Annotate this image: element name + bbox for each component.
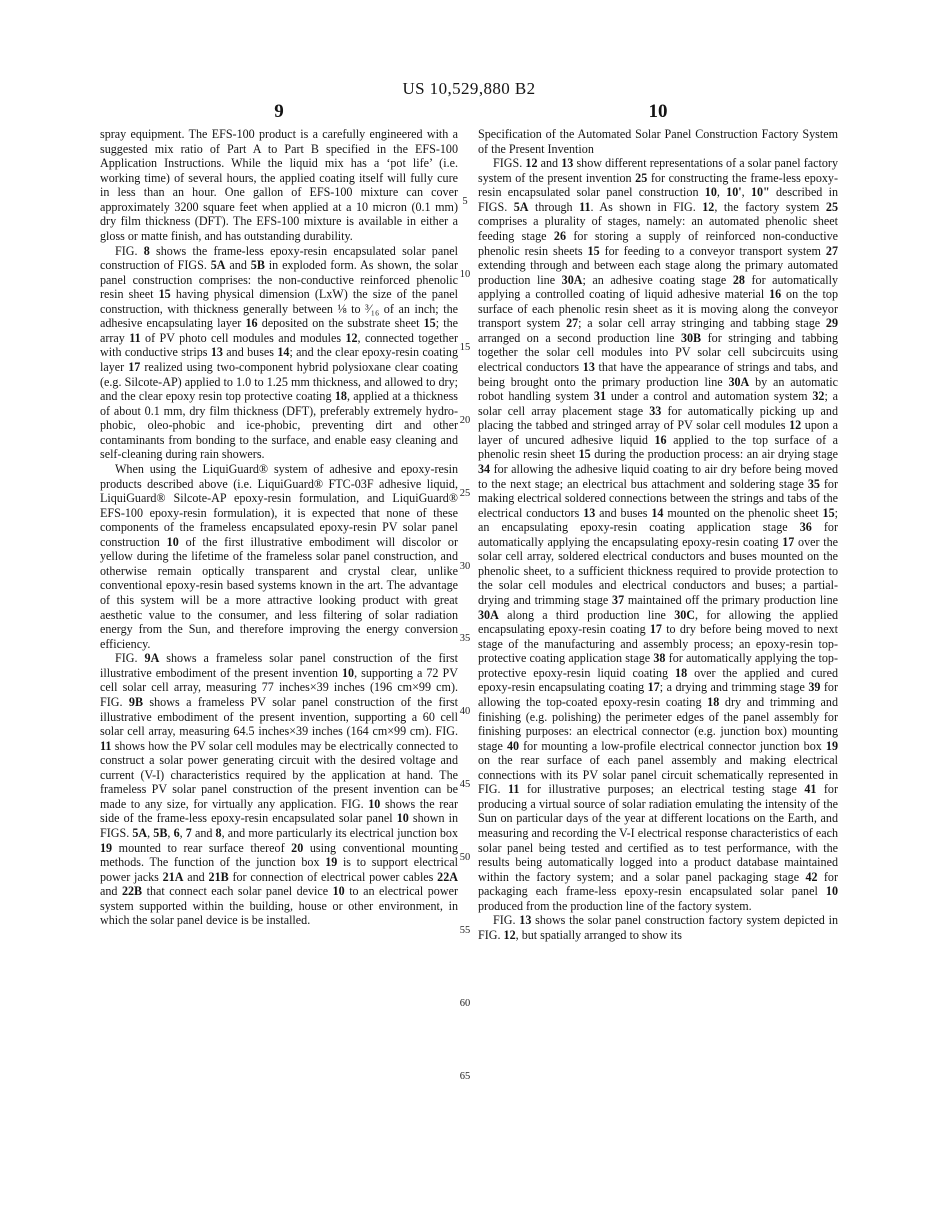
reference-numeral: 34: [478, 461, 491, 476]
text-run: realized using two-component hybrid polysioxane clear coating (e.g. Silcote-AP) applied to 1.0 to 1.25 mm thickness, and allowed to dry; and the clear epoxy resin top protective coating: [100, 360, 458, 404]
reference-numeral: 10": [750, 185, 770, 200]
reference-numeral: 15: [423, 316, 436, 331]
left-column: [100, 127, 458, 928]
reference-numeral: 37: [612, 593, 625, 607]
text-run: ; a solar cell array placement stage: [478, 389, 838, 418]
paragraph: [100, 127, 458, 244]
reference-numeral: 33: [649, 403, 662, 418]
text-run: dry and trimming and finishing (e.g. polishing) the perimeter edges of the panel assembly for finishing purposes: an electrical connector (e.g. junction box) mounting stage: [478, 694, 838, 753]
text-run: , the factory system: [714, 199, 826, 214]
text-run: and: [191, 826, 216, 840]
reference-numeral: 15: [822, 505, 835, 520]
text-run: ; a drying and trimming stage: [659, 680, 809, 695]
text-run: on the top surface of each phenolic resin sheet as it is moving along the conveyor transport system: [478, 287, 838, 331]
reference-numeral: 8: [215, 826, 222, 840]
text-run: along a third production line: [498, 607, 675, 622]
line-number: 40: [459, 706, 471, 718]
text-run: and buses: [595, 505, 652, 520]
text-run: mounted to rear surface thereof: [112, 840, 292, 855]
reference-numeral: 27: [566, 316, 579, 331]
text-run: over the applied and cured epoxy-resin encapsulating coating: [478, 665, 839, 695]
paragraph: [100, 462, 458, 651]
column-number-left: 9: [274, 101, 284, 122]
text-run: ; the array: [100, 316, 459, 345]
text-run: for feeding to a conveyor transport system: [599, 243, 826, 258]
text-run: ,: [147, 826, 154, 840]
paragraph: [100, 651, 458, 928]
reference-numeral: 17: [128, 360, 141, 374]
reference-numeral: 10: [341, 665, 355, 680]
line-number: 65: [459, 1070, 471, 1082]
reference-numeral: 22B: [121, 884, 143, 899]
text-run: for automatically picking up and placing the tabbed and stringed array of PV solar cell modules: [478, 403, 838, 433]
line-number: 10: [459, 268, 471, 280]
reference-numeral: 15: [587, 243, 600, 258]
reference-numeral: 14: [277, 345, 290, 360]
text-run: for packaging each frame-less epoxy-resin encapsulated solar panel: [478, 869, 838, 899]
text-run: show different representations of a solar panel factory system of the present invention: [478, 156, 838, 185]
reference-numeral: 12: [789, 418, 802, 433]
reference-numeral: 30A: [728, 374, 750, 389]
reference-numeral: 6: [173, 826, 180, 840]
text-run: for stringing and tabbing together the solar cell modules into PV solar cell subcircuits using electrical conductors: [478, 330, 839, 374]
reference-numeral: 19: [825, 738, 838, 753]
text-run: maintained off the primary production line: [624, 593, 839, 607]
line-number: 50: [459, 852, 471, 864]
reference-numeral: 19: [100, 840, 113, 855]
text-run: using conventional mounting methods. The function of the junction box: [100, 840, 458, 870]
reference-numeral: 9B: [128, 694, 144, 709]
text-run: ; an encapsulating epoxy-resin coating application stage: [478, 505, 839, 535]
text-run: for automatically applying a controlled coating of liquid adhesive material: [478, 272, 839, 302]
text-run: FIG.: [115, 651, 145, 666]
reference-numeral: 36: [799, 520, 812, 535]
text-run: for automatically applying the top-protective epoxy-resin liquid coating: [478, 651, 838, 680]
line-number: 25: [459, 487, 471, 499]
line-number: 35: [459, 633, 471, 645]
text-run: for storing a supply of reinforced non-conductive phenolic resin sheets: [478, 228, 838, 258]
line-number: 15: [459, 341, 471, 353]
reference-numeral: 12: [525, 156, 538, 171]
text-run: on the rear surface of each panel assembly and making electrical connections with its PV solar panel circuit schematically represented in FIG.: [478, 753, 838, 797]
text-run: and: [100, 884, 122, 899]
reference-numeral: 13: [519, 913, 532, 928]
reference-numeral: 13: [582, 360, 595, 374]
reference-numeral: 25: [825, 199, 838, 214]
reference-numeral: 12: [503, 927, 516, 942]
reference-numeral: 21A: [162, 869, 184, 884]
reference-numeral: 10: [396, 811, 409, 826]
reference-numeral: 30A: [561, 272, 583, 287]
reference-numeral: 12: [345, 330, 358, 345]
text-run: . As shown in FIG.: [590, 199, 703, 214]
reference-numeral: 11: [100, 738, 112, 753]
reference-numeral: 11: [129, 330, 141, 345]
text-run: ,: [716, 185, 727, 200]
line-number: 20: [459, 414, 471, 426]
text-run: produced from the production line of the factory system.: [478, 898, 752, 913]
text-run: of the first illustrative embodiment will discolor or yellow during the lifetime of the frameless solar panel construction, and otherwise remain optically transparent and crystal clear, unlike conventional epoxy-resin based systems known in the art. The advantage of this system will be a more attractive looking product with great aesthetic value to the consumer, and less filtering of solar radiation energy from the Sun, and therefore improving the energy conversion efficiency.: [100, 534, 458, 651]
text-run: to dry before being moved to next stage of the manufacturing and assembly process; an epoxy-resin top-protective coating application stage: [478, 622, 839, 666]
reference-numeral: 39: [808, 680, 821, 695]
reference-numeral: 5B: [250, 258, 265, 273]
text-run: ; and the clear epoxy-resin coating layer: [100, 345, 458, 374]
text-run: described in FIGS.: [478, 185, 839, 214]
text-run: ; a solar cell array stringing and tabbing stage: [578, 316, 826, 331]
reference-numeral: 13: [583, 505, 596, 520]
reference-numeral: 16: [245, 316, 258, 331]
reference-numeral: 22A: [437, 869, 458, 884]
text-run: for constructing the frame-less epoxy-resin encapsulated solar panel construction: [478, 170, 838, 200]
text-run: , and more particularly its electrical junction box: [221, 826, 459, 840]
reference-numeral: 17: [649, 622, 662, 637]
text-run: for connection of electrical power cables: [228, 869, 438, 884]
text-run: for mounting a low-profile electrical connector junction box: [519, 738, 826, 753]
line-number: 5: [462, 196, 468, 207]
text-run: under a control and automation system: [606, 389, 813, 404]
reference-numeral: 38: [653, 651, 666, 666]
text-run: through: [528, 199, 580, 214]
reference-numeral: 25: [635, 170, 648, 185]
text-run: having physical dimension (LxW) the size of the panel construction, with thickness generally between ⅛ to ³⁄₁₆ of an inch; the adhesive encapsulating layer: [100, 287, 459, 331]
reference-numeral: 30A: [478, 607, 499, 622]
text-run: extending through and between each stage along the primary automated production line: [478, 258, 838, 287]
text-run: of PV photo cell modules and modules: [140, 330, 346, 345]
text-run: , but spatially arranged to show its: [515, 927, 682, 942]
reference-numeral: 14: [651, 505, 664, 520]
reference-numeral: 11: [508, 782, 520, 797]
text-run: , connected together with conductive strips: [100, 330, 458, 360]
column-number-right: 10: [648, 101, 668, 122]
paragraph: [100, 244, 458, 462]
reference-numeral: 10: [166, 534, 179, 549]
reference-numeral: 12: [702, 199, 715, 214]
text-run: FIG.: [115, 243, 144, 258]
text-run: for allowing the top-coated epoxy-resin coating: [478, 680, 838, 709]
paragraph: [478, 127, 838, 156]
text-run: is to support electrical power jacks: [100, 855, 459, 884]
text-run: and: [537, 156, 562, 171]
text-run: and: [183, 869, 209, 884]
text-run: , supporting a 72 PV cell solar cell array, measuring 77 inches×39 inches (196 cm×99 cm). FIG.: [100, 665, 458, 709]
text-run: and: [225, 258, 251, 273]
text-run: Specification of the Automated Solar Panel Construction Factory System of the Present Invention: [478, 127, 838, 156]
text-run: shown in FIGS.: [100, 811, 458, 840]
reference-numeral: 10: [825, 884, 838, 899]
reference-numeral: 20: [291, 840, 304, 855]
text-run: for making electrical soldered connections between the strings and tabs of the electrical conductors: [478, 476, 838, 520]
reference-numeral: 16: [769, 287, 782, 302]
text-run: shows the frame-less epoxy-resin encapsulated solar panel construction of FIGS.: [100, 243, 458, 273]
reference-numeral: 10': [726, 185, 742, 200]
reference-numeral: 13: [210, 345, 223, 360]
reference-numeral: 5A: [132, 826, 148, 840]
text-run: to an electrical power system supported within the building, house or other environment, in which the solar panel device is be installed.: [100, 884, 458, 928]
text-run: for automatically applying the encapsulating epoxy-resin coating: [478, 520, 838, 549]
reference-numeral: 27: [825, 243, 838, 258]
reference-numeral: 7: [185, 826, 192, 840]
reference-numeral: 8: [143, 243, 150, 258]
reference-numeral: 15: [578, 447, 591, 462]
text-run: ; an adhesive coating stage: [582, 272, 733, 287]
reference-numeral: 9A: [144, 651, 160, 666]
reference-numeral: 41: [804, 782, 817, 797]
reference-numeral: 10: [368, 796, 381, 811]
line-number: 45: [459, 779, 471, 791]
text-run: by an automatic robot handling system: [478, 374, 838, 404]
reference-numeral: 40: [506, 738, 520, 753]
reference-numeral: 18: [675, 665, 688, 680]
reference-numeral: 17: [647, 680, 660, 695]
reference-numeral: 18: [334, 389, 347, 404]
reference-numeral: 19: [325, 855, 338, 870]
text-run: shows how the PV solar cell modules may be electrically connected to construct a solar power generating circuit with the desired voltage and current (V-I) characteristics required by the application at hand. The frameless PV solar panel construction of the present invention can be made to any size, for virtually any application. FIG.: [100, 738, 458, 811]
text-run: shows the rear side of the frame-less epoxy-resin encapsulated solar panel: [100, 796, 458, 826]
reference-numeral: 26: [553, 228, 566, 243]
text-run: comprises a plurality of stages, namely: an automated phenolic sheet feeding stage: [478, 214, 838, 243]
reference-numeral: 11: [579, 199, 591, 214]
reference-numeral: 15: [158, 287, 171, 302]
text-run: over the solar cell array, soldered electrical conductors and buses mounted on the phenolic sheet, to a sufficient thickness required to provide protection to the solar cell modules and electrical conductors and buses; a partial-drying and trimming stage: [478, 534, 838, 607]
right-column: [478, 127, 838, 943]
line-number: 30: [459, 560, 471, 572]
text-run: mounted on the phenolic sheet: [663, 505, 823, 520]
text-run: for illustrative purposes; an electrical testing stage: [519, 782, 805, 797]
text-run: , for allowing the applied encapsulating epoxy-resin coating: [478, 607, 838, 637]
reference-numeral: 21B: [208, 869, 229, 884]
reference-numeral: 17: [782, 534, 795, 549]
text-run: that connect each solar panel device: [142, 884, 333, 899]
line-number: 60: [459, 997, 471, 1009]
reference-numeral: 35: [807, 476, 820, 491]
text-run: When using the LiquiGuard® system of adhesive and epoxy-resin products described above (i.e. LiquiGuard® FTC-03F adhesive liquid, LiquiGuard® Silcote-AP epoxy-resin formulation, and LiquiGuard® EFS-100 epoxy-resin formulation), it is expected that none of these components of the frameless encapsulated epoxy-resin PV solar panel construction: [100, 461, 458, 549]
text-run: applied to the top surface of a phenolic resin sheet: [478, 432, 839, 462]
text-run: FIG.: [493, 913, 520, 928]
text-run: shows a frameless solar panel construction of the first illustrative embodiment of the present invention: [100, 651, 458, 680]
reference-numeral: 28: [732, 272, 745, 287]
reference-numeral: 42: [805, 869, 818, 884]
reference-numeral: 30C: [674, 607, 696, 622]
reference-numeral: 5A: [513, 199, 529, 214]
text-run: spray equipment. The EFS-100 product is a carefully engineered with a suggested mix ratio of Part A to Part B specified in the EFS-100 Application Instructions. While the liquid mix has a ‘pot life’ (i.e. working time) of several hours, the applied coating itself will fully cure in less than an hour. One gallon of EFS-100 mixture can cover approximately 3200 square feet when applied at a 10 micron (0.1 mm) dry film thickness (DFT). The EFS-100 mixture is available in either a gloss or matte finish, and has outstanding durability.: [100, 127, 458, 243]
text-run: ,: [741, 185, 751, 200]
reference-numeral: 13: [561, 156, 574, 171]
reference-numeral: 29: [825, 316, 838, 331]
text-run: FIGS.: [493, 156, 526, 171]
paragraph: [478, 913, 838, 942]
reference-numeral: 10: [332, 884, 345, 899]
text-run: for allowing the adhesive liquid coating to air dry before being moved to the next stage; an electrical bus attachment and soldering stage: [478, 461, 838, 491]
text-run: arranged on a second production line: [478, 330, 681, 345]
paragraph: [478, 156, 838, 913]
reference-numeral: 5A: [210, 258, 226, 273]
text-run: and buses: [222, 345, 278, 360]
reference-numeral: 18: [707, 694, 720, 709]
reference-numeral: 10: [704, 185, 717, 200]
text-run: ,: [179, 826, 186, 840]
reference-numeral: 5B: [153, 826, 168, 840]
text-run: during the production process: an air drying stage: [590, 447, 838, 462]
text-run: that have the appearance of strings and tabs, and being brought onto the primary production line: [478, 360, 838, 389]
patent-number: US 10,529,880 B2: [402, 79, 536, 98]
text-run: , applied at a thickness of about 0.1 mm, dry film thickness (DFT), preferably extremely hydro-phobic, oleo-phobic and ice-phobic, preventing dirt and other contaminants from bonding to the surface, and enable easy cleaning and self-cleaning during rain showers.: [100, 389, 458, 462]
text-run: for producing a virtual source of solar radiation emulating the intensity of the Sun on particular days of the year at different locations on the Earth, and measuring and recording the V-I electrical response characteristics of each solar panel being tested and certified as to test performance, with the results being automatically logged into a product database maintained within the factory system; and a solar panel packaging stage: [478, 782, 838, 884]
text-run: upon a layer of uncured adhesive liquid: [478, 418, 838, 447]
reference-numeral: 16: [654, 432, 667, 447]
text-run: shows the solar panel construction factory system depicted in FIG.: [478, 913, 838, 942]
line-number: 55: [459, 925, 471, 936]
reference-numeral: 30B: [680, 330, 702, 345]
text-run: shows a frameless PV solar panel construction of the first illustrative embodiment of the present invention, supporting a 60 cell solar cell array, measuring 64.5 inches×39 inches (164 cm×99 cm). FIG.: [100, 694, 458, 739]
text-run: deposited on the substrate sheet: [257, 316, 424, 331]
reference-numeral: 32: [812, 389, 825, 404]
text-run: ,: [167, 826, 174, 840]
reference-numeral: 31: [593, 389, 606, 404]
text-run: in exploded form. As shown, the solar panel construction comprises: the non-conductive reinforced phenolic resin sheet: [100, 258, 458, 302]
